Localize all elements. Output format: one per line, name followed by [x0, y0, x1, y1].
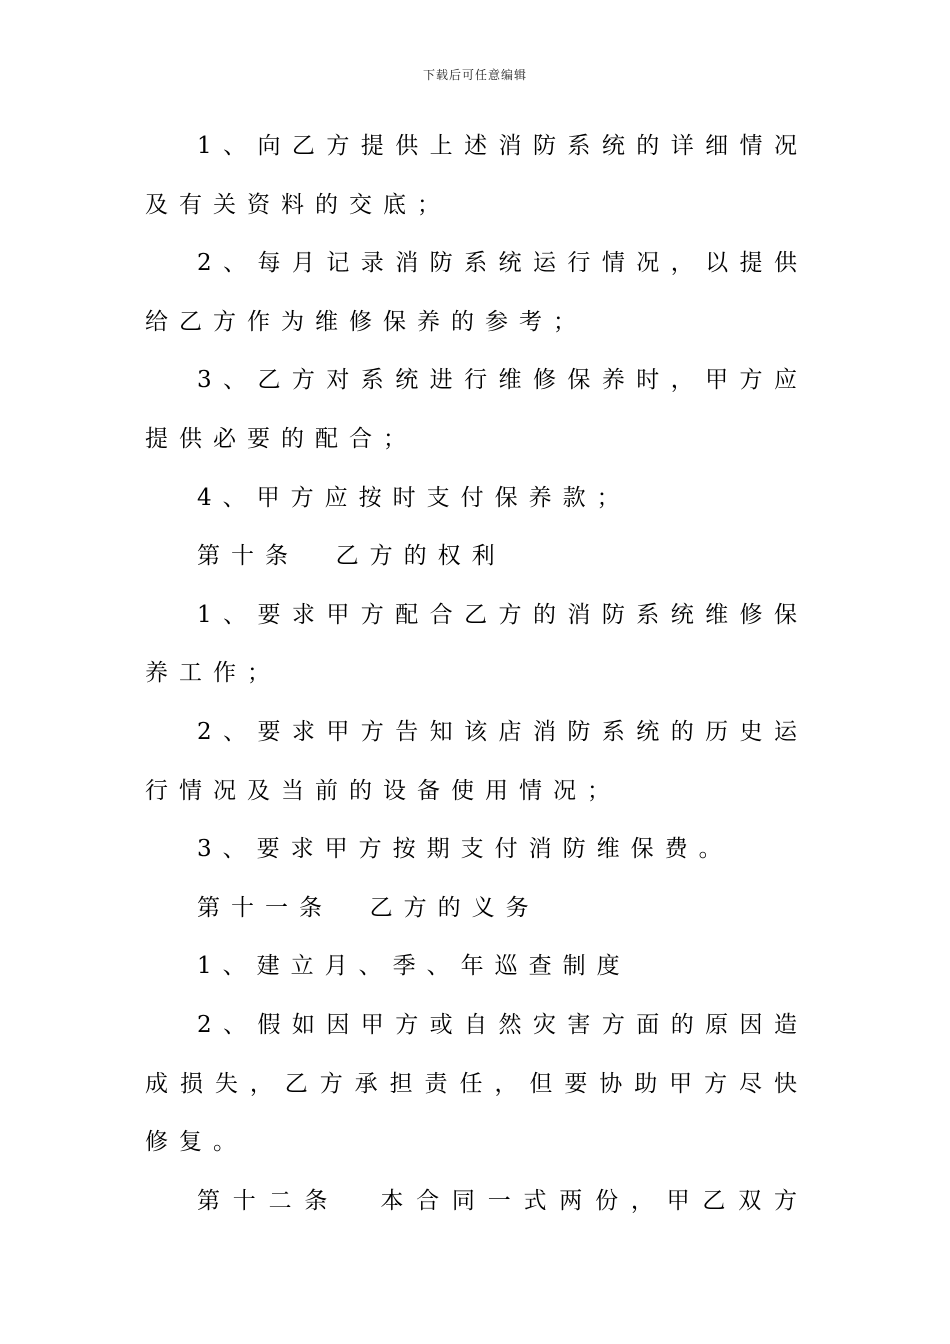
paragraph-line: 养工作； — [145, 660, 281, 687]
page-header: 下载后可任意编辑 — [422, 68, 527, 82]
paragraph-line: 2、每月记录消防系统运行情况，以提供 — [197, 250, 797, 277]
article-heading: 第十二条 本合同一式两份，甲乙双方 — [197, 1187, 797, 1214]
paragraph-line: 1、建立月、季、年巡查制度 — [197, 953, 631, 980]
paragraph-line: 3、乙方对系统进行维修保养时，甲方应 — [197, 367, 797, 394]
paragraph-line: 给乙方作为维修保养的参考； — [145, 308, 587, 335]
paragraph-line: 1、要求甲方配合乙方的消防系统维修保 — [197, 601, 797, 628]
document-body — [145, 117, 797, 1230]
paragraph-line: 2、假如因甲方或自然灾害方面的原因造 — [197, 1011, 797, 1038]
paragraph-line: 成损失，乙方承担责任，但要协助甲方尽快 — [145, 1070, 797, 1097]
paragraph-line: 修复。 — [145, 1129, 247, 1156]
paragraph-line: 及有关资料的交底； — [145, 191, 451, 218]
paragraph-line: 提供必要的配合； — [145, 425, 417, 452]
paragraph-line: 3、要求甲方按期支付消防维保费。 — [197, 836, 733, 863]
article-heading: 第十条 乙方的权利 — [197, 543, 506, 570]
article-heading: 第十一条 乙方的义务 — [197, 894, 540, 921]
paragraph-line: 4、甲方应按时支付保养款； — [197, 484, 631, 511]
paragraph-line: 1、向乙方提供上述消防系统的详细情况 — [197, 133, 797, 159]
paragraph-line: 2、要求甲方告知该店消防系统的历史运 — [197, 718, 797, 745]
paragraph-line: 行情况及当前的设备使用情况； — [145, 777, 621, 804]
